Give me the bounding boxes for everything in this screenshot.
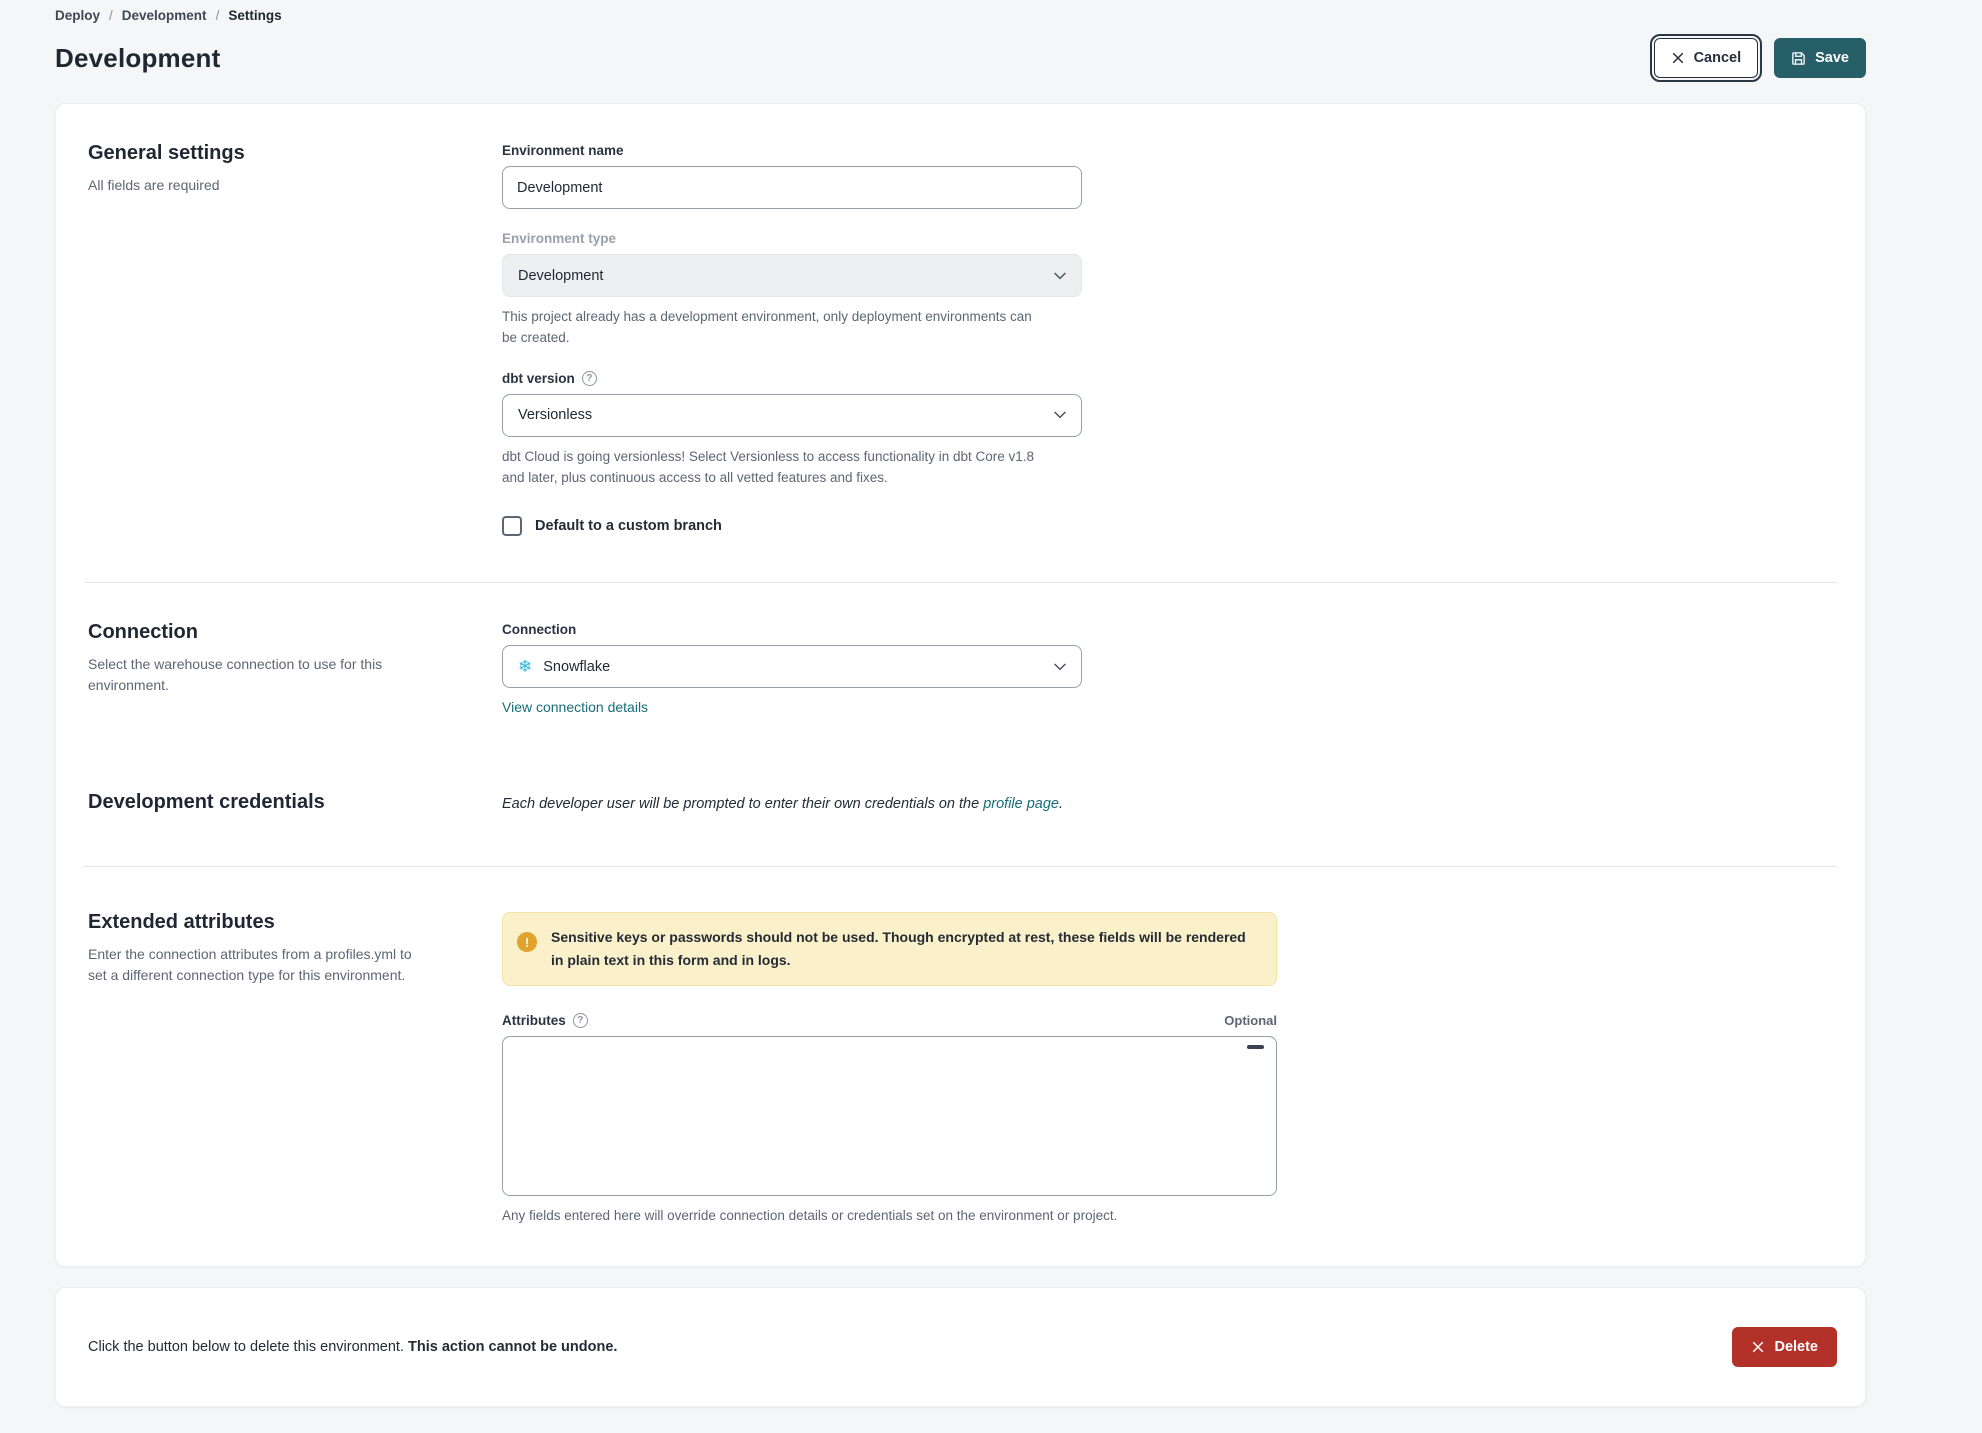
delete-environment-text — [88, 1339, 617, 1355]
save-button[interactable] — [1774, 38, 1866, 78]
snowflake-icon: ❄ — [518, 657, 533, 677]
page-header — [55, 38, 1866, 78]
header-actions — [1654, 38, 1866, 78]
attributes-label-text: Attributes — [502, 1013, 566, 1029]
chevron-down-icon — [1054, 411, 1066, 419]
general-settings-section — [56, 104, 1865, 582]
delete-text-regular: Click the button below to delete this environment. — [88, 1339, 408, 1356]
custom-branch-row[interactable] — [502, 516, 1837, 536]
connection-value-text: Snowflake — [543, 658, 611, 675]
attributes-editor — [502, 1036, 1277, 1196]
breadcrumb-separator: / — [109, 8, 113, 23]
credentials-note-prefix: Each developer user will be prompted to enter their own credentials on the — [502, 796, 984, 813]
warning-icon: ! — [517, 932, 537, 952]
extended-attributes-heading: Extended attributes — [88, 911, 275, 934]
connection-value — [518, 658, 610, 675]
page-title: Development — [55, 42, 221, 73]
attributes-label — [502, 1013, 588, 1028]
help-icon[interactable]: ? — [582, 371, 597, 386]
breadcrumb-development[interactable]: Development — [121, 8, 207, 23]
optional-badge: Optional — [1224, 1013, 1277, 1029]
development-credentials-section — [56, 755, 1865, 866]
connection-heading: Connection — [88, 621, 198, 644]
help-icon[interactable]: ? — [573, 1013, 588, 1028]
environment-type-value: Development — [518, 267, 604, 284]
delete-button[interactable] — [1732, 1327, 1837, 1367]
development-credentials-heading: Development credentials — [88, 791, 325, 814]
chevron-down-icon — [1054, 663, 1066, 671]
delete-button-label: Delete — [1774, 1339, 1818, 1356]
dbt-version-label-text: dbt version — [502, 370, 575, 386]
cancel-button-label: Cancel — [1693, 50, 1742, 66]
general-settings-subheading: All fields are required — [88, 177, 220, 193]
breadcrumb-separator: / — [215, 8, 220, 23]
x-icon — [1671, 51, 1685, 65]
environment-name-field — [502, 143, 1082, 209]
environment-type-helper: This project already has a development environment, only deployment environments can be created. — [502, 309, 1032, 346]
connection-section — [56, 583, 1865, 755]
credentials-note — [502, 792, 1837, 812]
dbt-version-field — [502, 371, 1082, 489]
custom-branch-label: Default to a custom branch — [535, 518, 722, 535]
extended-attributes-subheading: Enter the connection attributes from a profiles.yml to set a different connection type for this environment. — [88, 946, 412, 984]
connection-label: Connection — [502, 622, 577, 638]
page — [55, 0, 1866, 1407]
dbt-version-value: Versionless — [518, 407, 593, 424]
save-button-label: Save — [1815, 50, 1849, 66]
connection-subheading: Select the warehouse connection to use for this environment. — [88, 656, 383, 694]
breadcrumb — [55, 8, 1866, 23]
chevron-down-icon — [1054, 272, 1066, 280]
settings-card — [55, 103, 1866, 1267]
environment-type-label: Environment type — [502, 231, 617, 246]
attributes-helper: Any fields entered here will override connection details or credentials set on the environment or project. — [502, 1208, 1118, 1224]
credentials-note-suffix: . — [1058, 796, 1064, 813]
sensitive-keys-warning — [502, 912, 1277, 986]
environment-type-field — [502, 231, 1082, 349]
breadcrumb-deploy[interactable]: Deploy — [55, 8, 101, 23]
floppy-disk-icon — [1791, 51, 1806, 66]
general-settings-heading: General settings — [88, 142, 245, 164]
custom-branch-checkbox[interactable] — [502, 516, 522, 536]
delete-environment-card — [55, 1287, 1866, 1407]
attributes-header — [502, 1013, 1277, 1028]
environment-name-input[interactable] — [502, 166, 1082, 209]
collapse-handle-icon[interactable] — [1247, 1045, 1264, 1049]
profile-page-link[interactable]: profile page — [983, 796, 1059, 813]
view-connection-details-link[interactable]: View connection details — [502, 699, 649, 716]
breadcrumb-settings: Settings — [228, 8, 282, 23]
cancel-button[interactable] — [1654, 38, 1759, 78]
connection-field — [502, 622, 1082, 717]
dbt-version-helper: dbt Cloud is going versionless! Select Versionless to access functionality in dbt Core v1.8 and later, plus continuous access to all vetted features and fixes. — [502, 448, 1035, 485]
dbt-version-select[interactable] — [502, 394, 1082, 437]
delete-text-bold: This action cannot be undone. — [407, 1339, 618, 1356]
x-icon — [1751, 1340, 1765, 1354]
warning-text: Sensitive keys or passwords should not be used. Though encrypted at rest, these fields will be rendered in plain text in this form and in logs. — [551, 929, 1246, 968]
attributes-textarea[interactable] — [502, 1036, 1277, 1196]
environment-type-select — [502, 254, 1082, 297]
environment-name-label: Environment name — [502, 143, 624, 158]
dbt-version-label — [502, 371, 1082, 386]
connection-select[interactable] — [502, 645, 1082, 688]
extended-attributes-section — [56, 867, 1865, 1266]
